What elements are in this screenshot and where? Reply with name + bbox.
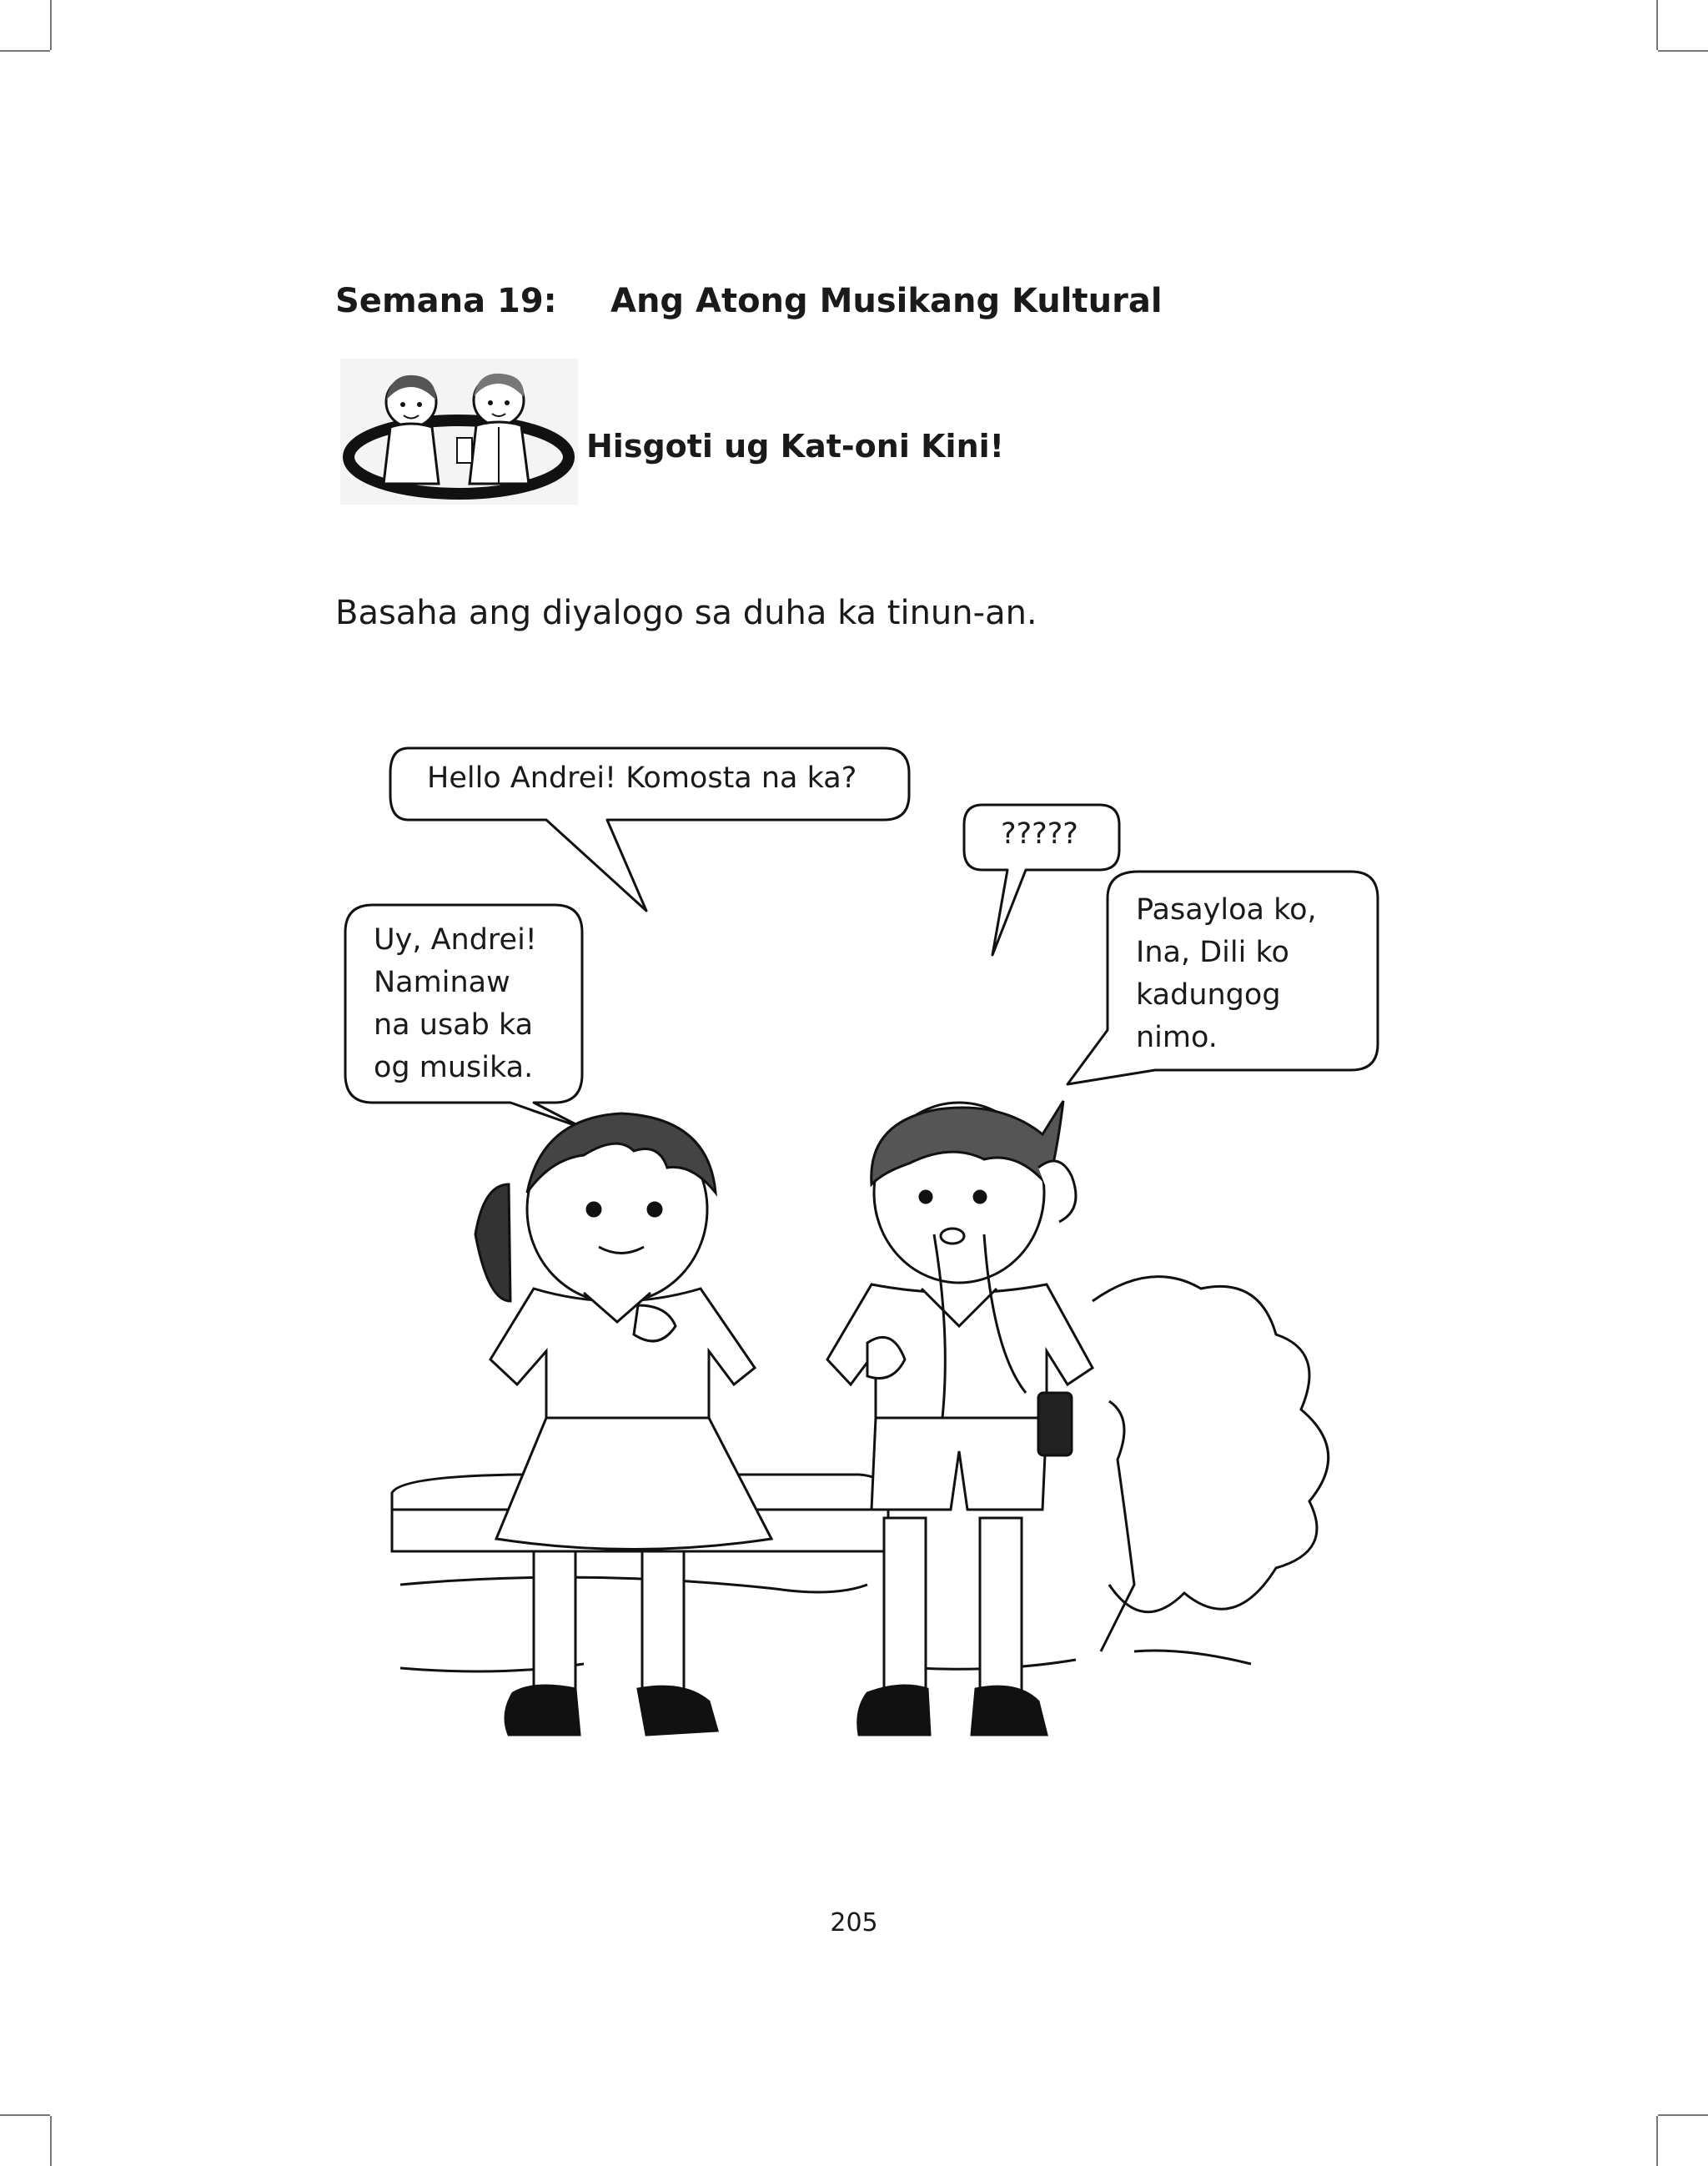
bubble-question-text: ????? bbox=[1001, 817, 1078, 851]
page-number: 205 bbox=[830, 1908, 878, 1937]
bubble-girl-text: Uy, Andrei! Naminaw na usab ka og musika. bbox=[374, 923, 537, 1084]
activity-title: Hisgoti ug Kat-oni Kini! bbox=[586, 428, 1004, 465]
lesson-title: Ang Atong Musikang Kultural bbox=[610, 282, 1163, 320]
bubble-hello-text: Hello Andrei! Komosta na ka? bbox=[427, 761, 857, 795]
instruction-text: Basaha ang diyalogo sa duha ka tinun-an. bbox=[335, 594, 1037, 632]
girl-figure bbox=[475, 1113, 771, 1735]
week-label: Semana 19: bbox=[335, 282, 557, 320]
bubble-boy-text: Pasayloa ko, Ina, Dili ko kadungog nimo. bbox=[1136, 893, 1317, 1054]
boy-figure bbox=[827, 1101, 1093, 1735]
